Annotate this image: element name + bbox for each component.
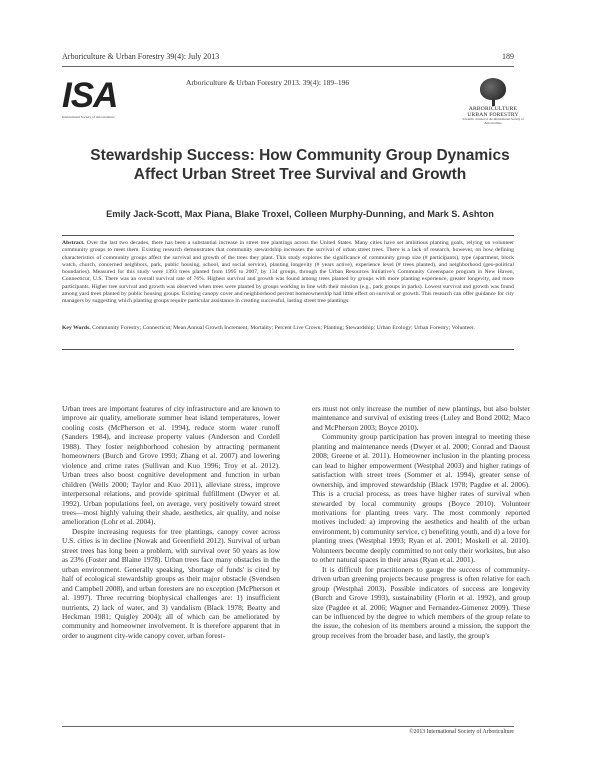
title-line-2: Affect Urban Street Tree Survival and Growth [133, 166, 467, 183]
article-title [60, 146, 540, 184]
footer-rule [62, 726, 514, 727]
paragraph: Urban trees are important features of city infrastructure and are known to improve air quality, ameliorate summer heat island temperatures, lower cooling costs (McPherson et al. 1994), reduce storm water runoff (Sanders 1984), and increase property values (Anderson and Cordell 1988). They foster neighborhood cohesion by attracting permanent homeowners (Burch and Grove 1993; Zhang et al. 2007) and lowering violence and crime rates (Sullivan and Kuo 1996; Troy et al. 2012). Urban trees also boost cognitive development and function in urban children (Wells 2000; Taylor and Kuo 2011), alleviate stress, improve interpersonal relations, and provide spiritual fulfillment (Dwyer et al. 1992). Urban populations feel, on average, very positively toward street trees—most highly valuing their shade, aesthetics, air quality, and noise amelioration (Lohr et al. 2004). [62, 404, 280, 527]
body-column-left [62, 404, 280, 640]
keywords-body: Community Forestry; Connecticut; Mean Annual Growth Increment; Mortality; Percent Live Crown; Planting; Stewardship; Urban Ecology; Urban Forestry; Volunteer. [92, 325, 475, 331]
article-citation: Arboriculture & Urban Forestry 2013. 39(4): 189–196 [186, 78, 350, 87]
keywords [62, 325, 514, 332]
page-number: 189 [502, 52, 514, 61]
abstract [62, 240, 514, 306]
isa-logo-letters: ISA [62, 76, 118, 115]
journal-name-line1: ARBORICULTURE [468, 106, 518, 112]
paragraph: ers must not only increase the number of new plantings, but also bolster maintenance and survival of existing trees (Luley and Bond 2002; Maco and McPherson 2003; Boyce 2010). [312, 404, 530, 432]
paragraph: Despite increasing requests for tree plantings, canopy cover across U.S. cities is in decline (Nowak and Greenfield 2012). Survival of urban street trees has long been a problem, with survival over 50 years as low as 23% (Foster and Blaine 1978). Urban trees face many obstacles in the urban environment. Generally speaking, 'shortage of funds' is cited by half of ecological stewardship groups as their major obstacle (Svendsen and Campbell 2008), and urban foresters are no exception (McPherson et al. 1997). Three recurring biophysical challenges are: 1) insufficient nutrients, 2) lack of water, and 3) vandalism (Black 1978; Beatty and Heckman 1981; Quigley 2004); all of which can be ameliorated by community and homeowner involvement. It is therefore apparent that in order to augment city-wide canopy cover, urban forest- [62, 526, 280, 640]
journal-name-line2: URBAN FORESTRY [467, 112, 519, 118]
running-head: Arboriculture & Urban Forestry 39(4): July 2013 [62, 52, 220, 61]
body-column-right [312, 404, 530, 640]
abstract-body: Over the last two decades, there has been a substantial increase in street tree plantings across the United States. Many cities have set ambitious planting goals, relying on volunteer community groups to meet them. Existing research demonstrates that community stewardship increases the survival of urban street trees. There is a lack of research, however, on how defining characteristics of community groups affect the survival and growth of the trees they plant. This study explores the significance of community group size (# participants), type (apartment, block watch, church, concerned neighbors, park, public housing, school, and social service), planting longevity (# years active), experience level (# trees planted), and neighborhood (geo-political boundaries). Measured for this study were 1393 trees planted from 1995 to 2007, by 134 groups, through the Urban Resources Initiative's Community Greenspace program in New Haven, Connecticut, U.S. There was an overall survival rate of 76%. Highest survival and growth was found among trees planted by groups with more planting experience, greater longevity, and more participants. Higher tree survival and growth was observed when trees were planted by groups working in line with their mission (e.g., park groups in parks). Lowest survival and growth was found among yard trees planted by public housing groups. Existing canopy cover and neighborhood percent homeownership had little effect on survival or growth. This research can offer guidance for city managers by suggesting which planting groups require particular assistance in creating successful, lasting street tree plantings. [62, 240, 515, 305]
paragraph: It is difficult for practitioners to gauge the success of community-driven urban greening projects because progress is often relative for each group (Westphal 2003). Possible indicators of success are longevity (Burch and Grove 1993), sustainability (Florin et al. 1992), and group size (Pagdee et al. 2006; Wagner and Fernandez-Gimenez 2009). These can be influenced by the degree to which members of the group relate to the issue, the cohesion of its members around a mission, the support the group receives from the broader base, and lastly, the group's [312, 564, 530, 640]
tree-icon [480, 78, 506, 100]
keywords-label: Key Words. [62, 325, 91, 331]
abstract-label: Abstract. [62, 240, 85, 246]
title-line-1: Stewardship Success: How Community Group Dynamics [90, 147, 510, 164]
journal-tagline: Scientific Journal of the International Society of Arboriculture [462, 117, 524, 125]
author-list: Emily Jack-Scott, Max Piana, Blake Troxel, Colleen Murphy-Dunning, and Mark S. Ashton [106, 209, 494, 219]
isa-logo [62, 78, 122, 122]
header-rule [62, 66, 514, 67]
isa-logo-subtitle: International Society of Arboriculture [62, 115, 115, 119]
journal-logo [458, 78, 528, 136]
paragraph: Community group participation has proven integral to meeting these planting and maintenance needs (Dwyer et al. 2000; Conrad and Daoust 2008; Greene et al. 2011). Homeowner inclusion in the planting process can lead to higher empowerment (Westphal 2003) and higher ratings of satisfaction with street trees (Sommer et al. 1994), greater sense of ownership, and improved stewardship (Black 1978; Pagdee et al. 2006). This is a crucial process, as trees have higher rates of survival when stewarded by local community groups (Boyce 2010). Volunteer motivations for planting trees vary. The most commonly reported motives included: a) improving the aesthetics and health of the urban environment, b) community service, c) benefiting youth, and d) a love for planting trees (Westphal 1993; Ryan et al. 2001; Moskell et al. 2010). Volunteers become deeply committed to not only their worksites, but also to other natural spaces in their areas (Ryan et al. 2001). [312, 432, 530, 565]
copyright-notice: ©2013 International Society of Arboriculture [409, 729, 514, 735]
